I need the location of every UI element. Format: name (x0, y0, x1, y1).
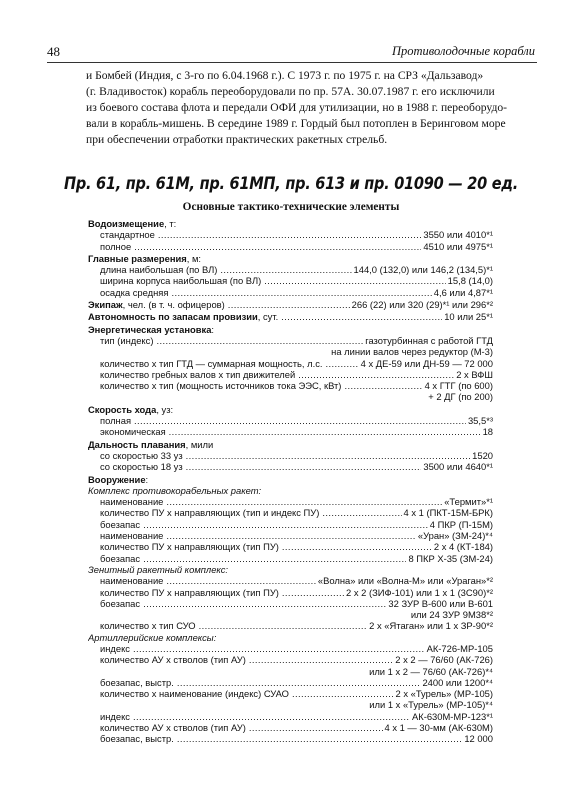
specs-table (88, 217, 493, 745)
spec-category-row (88, 485, 493, 496)
spec-label-text: наименование (100, 575, 164, 587)
spec-row (88, 541, 493, 552)
spec-row (88, 450, 493, 461)
spec-label (88, 733, 493, 744)
spec-label (88, 253, 493, 264)
spec-label-text: количество х тип ГТД — суммарная мощность, л.с. (100, 357, 323, 369)
spec-value: АК-630М-МР-123*¹ (411, 710, 493, 722)
spec-label-text: количество х тип (мощность источников тока ЭЭС, кВт) (100, 380, 342, 392)
spec-label-text: Энергетическая установка (88, 323, 212, 335)
spec-value: «Термит»*¹ (444, 496, 493, 508)
spec-value: 3550 или 4010*¹ (423, 229, 493, 241)
spec-value: на линии валов через редуктор (М-3) (331, 346, 493, 358)
spec-label (88, 632, 493, 643)
spec-value: 4 ПКР (П-15М) (429, 518, 493, 530)
section-title: Пр. 61, пр. 61М, пр. 61МП, пр. 613 и пр. 01090 — 20 ед. (63, 174, 519, 193)
spec-label-text: стандартное (100, 229, 155, 241)
spec-value: 3500 или 4640*¹ (423, 461, 493, 473)
spec-row (88, 688, 493, 699)
page-header (47, 44, 537, 63)
spec-section-row (88, 404, 493, 415)
spec-section-row (88, 311, 493, 322)
spec-label-text: Артиллерийские комплексы: (88, 631, 217, 643)
spec-label (88, 404, 493, 415)
spec-value: «Уран» (ЗМ-24)*⁴ (417, 530, 493, 542)
spec-label-text: ширина корпуса наибольшая (по ВЛ) (100, 275, 262, 287)
spec-row (88, 241, 493, 252)
spec-label-text: со скоростью 18 уз (100, 461, 183, 473)
spec-label (88, 275, 493, 286)
spec-value: 266 (22) или 320 (29)*¹ или 296*² (351, 299, 493, 311)
spec-label-text: Экипаж (88, 299, 123, 311)
spec-label-suffix: , м: (186, 252, 201, 264)
spec-category-row (88, 632, 493, 643)
spec-label-suffix: , мили (185, 438, 214, 450)
spec-label (88, 496, 493, 507)
spec-label (88, 564, 493, 575)
spec-label (88, 369, 493, 380)
spec-label-text: боезапас (100, 552, 141, 564)
intro-line: вали в корабль-мишень. В середине 1989 г. Гордый был потоплен в Беринговом море (86, 117, 506, 130)
spec-label (88, 439, 493, 450)
spec-row (88, 415, 493, 426)
spec-value: 12 000 (464, 733, 493, 745)
spec-category-row (88, 564, 493, 575)
spec-label-text: тип (индекс) (100, 334, 154, 346)
spec-row (88, 699, 493, 710)
spec-value: 8 ПКР Х-35 (ЗМ-24) (408, 552, 493, 564)
spec-label (88, 426, 493, 437)
spec-value: 4,6 или 4,87*¹ (433, 286, 493, 298)
spec-label-text: количество х наименование (индекс) СУАО (100, 688, 289, 700)
spec-row (88, 598, 493, 609)
spec-row (88, 264, 493, 275)
spec-row (88, 666, 493, 677)
spec-row (88, 287, 493, 298)
spec-value: 2 х ВФШ (456, 368, 493, 380)
running-title: Противолодочные корабли (391, 44, 535, 58)
spec-row (88, 711, 493, 722)
spec-value: 144,0 (132,0) или 146,2 (134,5)*¹ (353, 264, 493, 276)
spec-value: 35,5*³ (467, 415, 493, 427)
spec-row (88, 553, 493, 564)
spec-label-text: Дальность плавания (88, 438, 186, 450)
spec-label-text: боезапас (100, 518, 141, 530)
spec-value: 15,8 (14,0) (447, 275, 493, 287)
spec-label-text: длина наибольшая (по ВЛ) (100, 264, 218, 276)
spec-label-suffix: : (211, 323, 215, 335)
spec-label-text: Водоизмещение (88, 218, 165, 229)
spec-label-text: полная (100, 415, 132, 427)
spec-label-text: экономическая (100, 426, 166, 438)
spec-row (88, 426, 493, 437)
spec-label-text: количество ПУ х направляющих (тип ПУ) (100, 541, 279, 553)
spec-section-row (88, 324, 493, 335)
spec-row (88, 609, 493, 620)
spec-value: газотурбинная с работой ГТД (365, 334, 493, 346)
spec-row (88, 229, 493, 240)
spec-row (88, 391, 493, 402)
spec-section-row (88, 474, 493, 485)
intro-line: (г. Владивосток) корабль переоборудовали по пр. 57А. 30.07.1987 г. его исключили (86, 85, 495, 98)
spec-value: 4 х 1 — 30-мм (АК-630М) (384, 722, 493, 734)
spec-label-text: со скоростью 33 уз (100, 449, 183, 461)
spec-value: «Волна» или «Волна-М» или «Ураган»*² (317, 575, 493, 587)
spec-row (88, 461, 493, 472)
spec-row (88, 620, 493, 631)
spec-label-text: боезапас, выстр. (100, 676, 174, 688)
spec-label-text: боезапас (100, 597, 141, 609)
spec-row (88, 733, 493, 744)
spec-label-text: индекс (100, 710, 130, 722)
intro-line: из боевого состава флота и передали ОФИ для утилизации, но в 1988 г. переоборудо- (86, 101, 508, 114)
spec-value: или 1 х «Турель» (МР-105)*⁴ (369, 699, 493, 711)
spec-section-row (88, 218, 493, 229)
spec-value: 4 х ГТГ (по 600) (424, 380, 493, 392)
spec-label-suffix: , т: (164, 218, 177, 229)
spec-row (88, 530, 493, 541)
spec-label-text: полное (100, 240, 132, 252)
spec-label-suffix: : (145, 473, 149, 485)
spec-value: 2 х 2 — 76/60 (АК-726) (395, 654, 493, 666)
spec-value: 10 или 25*¹ (444, 311, 493, 323)
spec-label-text: наименование (100, 530, 164, 542)
spec-label (88, 324, 493, 335)
spec-label-suffix: , уз: (156, 403, 174, 415)
spec-row (88, 575, 493, 586)
spec-section-row (88, 253, 493, 264)
spec-row (88, 275, 493, 286)
table-subtitle: Основные тактико-технические элементы (182, 201, 400, 213)
spec-label-text: боезапас, выстр. (100, 733, 174, 745)
spec-value: 4510 или 4975*¹ (423, 240, 493, 252)
spec-row (88, 587, 493, 598)
spec-label (88, 474, 493, 485)
spec-label-text: количество ПУ х направляющих (тип и индекс ПУ) (100, 507, 320, 519)
spec-label-suffix: , сут. (257, 311, 279, 323)
spec-row (88, 369, 493, 380)
spec-label-text: количество АУ х стволов (тип АУ) (100, 722, 246, 734)
intro-line: при обеспечении отработки практических ракетных стрельб. (86, 133, 388, 146)
spec-row (88, 643, 493, 654)
spec-section-row (88, 439, 493, 450)
spec-section-row (88, 299, 493, 310)
spec-label-text: количество ПУ х направляющих (тип ПУ) (100, 586, 279, 598)
spec-row (88, 380, 493, 391)
spec-label-text: Скорость хода (88, 403, 157, 415)
page-number: 48 (47, 44, 60, 59)
spec-label (88, 415, 493, 426)
spec-value: 4 х 1 (ПКТ-15М-БРК) (403, 507, 493, 519)
intro-paragraph (86, 68, 538, 148)
spec-row (88, 496, 493, 507)
spec-value: 1520 (472, 449, 493, 461)
spec-value: + 2 ДГ (по 200) (428, 391, 493, 403)
spec-value: 32 ЗУР В-600 или В-601 (388, 597, 493, 609)
spec-label (88, 311, 493, 322)
spec-row (88, 677, 493, 688)
spec-value: 4 х ДЕ-59 или ДН-59 — 72 000 (360, 357, 493, 369)
spec-label (88, 450, 493, 461)
spec-value: 2 х 4 (КТ-184) (433, 541, 493, 553)
spec-row (88, 346, 493, 357)
spec-value: 2 х «Ятаган» или 1 х ЗР-90*² (369, 620, 493, 632)
spec-row (88, 654, 493, 665)
spec-label-text: Зенитный ракетный комплекс: (88, 563, 229, 575)
spec-row (88, 358, 493, 369)
spec-value: или 24 ЗУР 9М38*² (410, 609, 493, 621)
spec-label-text: индекс (100, 642, 130, 654)
spec-value: 2 х 2 (ЗИФ-101) или 1 х 1 (3С90)*² (346, 586, 493, 598)
spec-value: АК-726-МР-105 (426, 642, 493, 654)
spec-label-text: количество АУ х стволов (тип АУ) (100, 654, 246, 666)
spec-value: 2 х «Турель» (МР-105) (395, 688, 493, 700)
spec-label-text: Комплекс противокорабельных ракет: (88, 484, 262, 496)
spec-label-text: Главные размерения (88, 252, 187, 264)
spec-label-text: Вооружение (88, 473, 146, 485)
spec-row (88, 335, 493, 346)
spec-row (88, 519, 493, 530)
spec-label-text: наименование (100, 496, 164, 508)
spec-label (88, 485, 493, 496)
spec-value: или 1 х 2 — 76/60 (АК-726)*⁴ (369, 665, 493, 677)
spec-row (88, 722, 493, 733)
intro-line: и Бомбей (Индия, с 3-го по 6.04.1968 г.). С 1973 г. по 1975 г. на СРЗ «Дальзавод» (86, 69, 484, 82)
spec-label (88, 218, 493, 229)
spec-value: 18 (482, 426, 493, 438)
spec-label-text: осадка средняя (100, 286, 169, 298)
spec-label-suffix: , чел. (в т. ч. офицеров) (122, 299, 225, 311)
spec-row (88, 507, 493, 518)
spec-value: 2400 или 1200*⁴ (422, 676, 493, 688)
spec-label-text: количество гребных валов х тип движителей (100, 368, 296, 380)
spec-label-text: Автономность по запасам провизии (88, 311, 258, 323)
spec-label-text: количество х тип СУО (100, 620, 196, 632)
